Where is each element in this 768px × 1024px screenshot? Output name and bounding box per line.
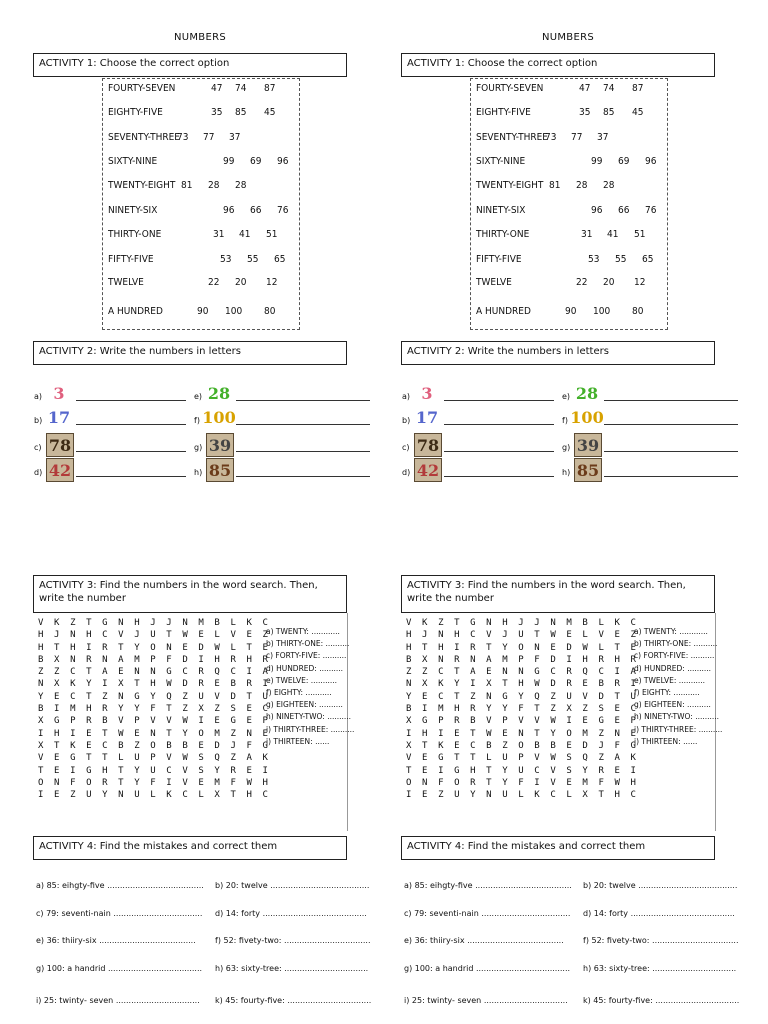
option-number[interactable]: 47 xyxy=(579,83,591,94)
word-search-row: V E G T T L U P V W S Q Z A K xyxy=(38,753,271,764)
worksheet-right xyxy=(368,0,752,1024)
option-number[interactable]: 12 xyxy=(266,277,278,288)
number-item xyxy=(402,382,578,404)
mistake-text: d) 14: forty xyxy=(215,909,261,918)
number-item xyxy=(402,433,578,455)
option-number[interactable]: 65 xyxy=(274,254,286,265)
option-number[interactable]: 96 xyxy=(591,205,603,216)
option-number[interactable]: 87 xyxy=(632,83,644,94)
word-list-item: a) TWENTY: ............ xyxy=(266,627,340,636)
option-number[interactable]: 90 xyxy=(565,306,577,317)
mistake-text: d) 14: forty xyxy=(583,909,629,918)
option-row xyxy=(476,229,666,243)
word-search-row: X G P R B V P V V W I E G E P xyxy=(406,716,639,727)
item-label: g) xyxy=(194,443,203,452)
activity2-heading: ACTIVITY 2: Write the numbers in letters xyxy=(33,341,347,365)
worksheet-title: NUMBERS xyxy=(173,32,226,43)
option-word: EIGHTY-FIVE xyxy=(108,107,163,118)
answer-line[interactable] xyxy=(76,451,186,452)
option-word: FIFTY-FIVE xyxy=(108,254,154,265)
option-number[interactable]: 77 xyxy=(571,132,583,143)
word-search-row: V K Z T G N H J J N M B L K C xyxy=(406,618,639,628)
mistake-item xyxy=(215,964,368,973)
number-picture: 42 xyxy=(414,458,442,482)
answer-line[interactable] xyxy=(236,476,370,477)
option-number[interactable]: 20 xyxy=(603,277,615,288)
option-word: NINETY-SIX xyxy=(108,205,158,216)
number-item xyxy=(34,382,210,404)
option-number[interactable]: 37 xyxy=(597,132,609,143)
option-number[interactable]: 69 xyxy=(250,156,262,167)
option-number[interactable]: 74 xyxy=(235,83,247,94)
word-search-row: O N F O R T Y F I V E M F W H xyxy=(406,777,639,788)
item-label: d) xyxy=(34,468,43,477)
option-row xyxy=(108,180,298,194)
option-number[interactable]: 99 xyxy=(223,156,235,167)
number-picture: 100 xyxy=(202,407,236,427)
option-number[interactable]: 81 xyxy=(549,180,561,191)
option-number[interactable]: 66 xyxy=(618,205,630,216)
option-word: TWELVE xyxy=(476,277,512,288)
answer-line[interactable] xyxy=(444,424,554,425)
option-number[interactable]: 76 xyxy=(645,205,657,216)
option-word: FOURTY-SEVEN xyxy=(476,83,544,94)
option-row xyxy=(108,132,298,146)
word-search-row: Y E C T Z N G Y Q Z U V D T U xyxy=(38,691,271,702)
word-search-row: Z Z C T A E N N G C R Q C I A xyxy=(406,667,639,678)
answer-dots[interactable]: ..................................... xyxy=(475,964,571,973)
item-label: g) xyxy=(562,443,571,452)
option-number[interactable]: 22 xyxy=(576,277,588,288)
item-label: b) xyxy=(402,416,411,425)
option-row xyxy=(476,156,666,170)
option-row xyxy=(108,277,298,291)
mistake-text: a) 85: eihgty-five xyxy=(36,881,105,890)
option-number[interactable]: 74 xyxy=(603,83,615,94)
option-number[interactable]: 41 xyxy=(607,229,619,240)
option-word: SEVENTY-THREE xyxy=(108,132,180,143)
mistake-text: g) 100: a handrid xyxy=(404,964,474,973)
activity3-heading xyxy=(33,575,347,613)
mistake-text: i) 25: twinty- seven xyxy=(404,996,482,1005)
word-list-item: j) THIRTEEN: ...... xyxy=(266,736,330,746)
number-picture: 17 xyxy=(47,407,71,427)
answer-line[interactable] xyxy=(444,476,554,477)
number-picture: 28 xyxy=(575,383,599,403)
word-search-grid[interactable] xyxy=(38,617,271,801)
answer-dots[interactable]: ................................. xyxy=(483,996,568,1005)
word-search-row: X T K E C B Z O B B E D J F G xyxy=(406,740,639,751)
option-row xyxy=(108,205,298,219)
number-picture: 78 xyxy=(414,433,442,457)
word-list xyxy=(634,626,722,748)
mistake-text: b) 20: twelve xyxy=(215,881,268,890)
option-word: A HUNDRED xyxy=(476,306,531,317)
option-number[interactable]: 96 xyxy=(645,156,657,167)
answer-line[interactable] xyxy=(236,451,370,452)
word-search-row: Y E C T Z N G Y Q Z U V D T U xyxy=(406,691,639,702)
word-search-row: B I M H R Y Y F T Z X Z S E C xyxy=(406,704,639,715)
word-list-item: c) FORTY-FIVE: .......... xyxy=(266,651,347,661)
activity3-heading-line2: write the number xyxy=(39,593,126,604)
item-label: c) xyxy=(34,443,42,452)
option-number[interactable]: 69 xyxy=(618,156,630,167)
number-item xyxy=(562,382,738,404)
option-row xyxy=(108,229,298,243)
option-word: THIRTY-ONE xyxy=(108,229,162,240)
mistake-item xyxy=(583,996,739,1005)
number-item xyxy=(34,406,210,428)
number-item xyxy=(194,382,370,404)
number-item xyxy=(402,406,578,428)
word-list-item: d) HUNDRED: .......... xyxy=(634,663,712,673)
mistake-item xyxy=(215,936,371,945)
mistake-text: k) 45: fourty-five: xyxy=(583,996,653,1005)
option-number[interactable]: 99 xyxy=(591,156,603,167)
mistake-text: e) 36: thiiry-six xyxy=(36,936,97,945)
answer-dots[interactable]: ..................................... xyxy=(107,964,203,973)
option-row xyxy=(108,306,298,320)
mistake-item xyxy=(36,936,196,945)
word-search-row: I E Z U Y N U L K C L X T H C xyxy=(406,790,639,801)
option-number[interactable]: 28 xyxy=(235,180,247,191)
word-search-row: X T K E C B Z O B B E D J F G xyxy=(38,740,271,751)
word-search-row: H J N H C V J U T W E L V E Z xyxy=(406,630,639,641)
option-word: SIXTY-NINE xyxy=(476,156,526,167)
option-number[interactable]: 47 xyxy=(211,83,223,94)
option-number[interactable]: 28 xyxy=(576,180,588,191)
word-list-item: d) HUNDRED: .......... xyxy=(266,663,344,673)
mistake-item xyxy=(404,909,570,918)
answer-dots[interactable]: ...................................... xyxy=(467,936,564,945)
option-number[interactable]: 22 xyxy=(208,277,220,288)
word-list-item: g) EIGHTEEN: .......... xyxy=(266,700,343,710)
answer-line[interactable] xyxy=(604,476,738,477)
answer-line[interactable] xyxy=(236,400,370,401)
answer-dots[interactable]: ................................. xyxy=(287,996,372,1005)
word-search-row: N X K Y I X T H W D R E B R I xyxy=(38,679,271,690)
number-item xyxy=(562,406,738,428)
word-list-item: b) THIRTY-ONE: .......... xyxy=(634,639,718,649)
word-search-row: H T H I R T Y O N E D W L T E xyxy=(406,642,639,653)
answer-dots[interactable]: ................................... xyxy=(481,909,571,918)
answer-dots[interactable]: ................................. xyxy=(284,964,369,973)
word-search-row: T E I G H T Y U C V S Y R E I xyxy=(38,765,271,776)
word-search-row: O N F O R T Y F I V E M F W H xyxy=(38,777,271,788)
number-picture: 3 xyxy=(53,383,65,403)
answer-dots[interactable]: ....................................... xyxy=(638,881,738,890)
option-number[interactable]: 73 xyxy=(545,132,557,143)
answer-line[interactable] xyxy=(604,400,738,401)
mistake-text: c) 79: seventi-nain xyxy=(36,909,111,918)
option-row xyxy=(476,254,666,268)
answer-line[interactable] xyxy=(444,451,554,452)
activity3-heading-line1: ACTIVITY 3: Find the numbers in the word search. Then, xyxy=(407,580,686,591)
option-number[interactable]: 12 xyxy=(634,277,646,288)
option-number[interactable]: 77 xyxy=(203,132,215,143)
activity1-heading: ACTIVITY 1: Choose the correct option xyxy=(401,53,715,77)
answer-dots[interactable]: ...................................... xyxy=(107,881,204,890)
option-number[interactable]: 28 xyxy=(208,180,220,191)
word-list-item: h) NINETY-TWO: .......... xyxy=(266,712,352,722)
answer-dots[interactable]: ................................... xyxy=(113,909,203,918)
option-number[interactable]: 51 xyxy=(266,229,278,240)
mistake-item xyxy=(583,936,739,945)
option-word: A HUNDRED xyxy=(108,306,163,317)
option-row xyxy=(108,254,298,268)
answer-dots[interactable]: ................................. xyxy=(115,996,200,1005)
mistake-item xyxy=(404,996,568,1005)
mistake-item xyxy=(583,964,736,973)
worksheet-title: NUMBERS xyxy=(541,32,594,43)
option-row xyxy=(476,180,666,194)
option-number[interactable]: 35 xyxy=(211,107,223,118)
word-search-row: B X N R N A M P F D I H R H R xyxy=(406,654,639,665)
item-label: e) xyxy=(562,392,571,401)
option-number[interactable]: 87 xyxy=(264,83,276,94)
word-list-item: f) EIGHTY: ........... xyxy=(634,688,700,698)
activity3-heading xyxy=(401,575,715,613)
mistake-item xyxy=(583,909,735,918)
option-number[interactable]: 53 xyxy=(588,254,600,265)
answer-line[interactable] xyxy=(76,400,186,401)
word-list xyxy=(266,626,354,748)
mistake-text: f) 52: fivety-two: xyxy=(583,936,650,945)
word-list-item: h) NINETY-TWO: .......... xyxy=(634,712,720,722)
option-number[interactable]: 96 xyxy=(277,156,289,167)
number-picture: 42 xyxy=(46,458,74,482)
item-label: a) xyxy=(402,392,411,401)
option-row xyxy=(108,83,298,97)
number-picture: 85 xyxy=(574,458,602,482)
item-label: h) xyxy=(562,468,571,477)
option-number[interactable]: 45 xyxy=(264,107,276,118)
mistake-text: b) 20: twelve xyxy=(583,881,636,890)
mistake-text: h) 63: sixty-tree: xyxy=(215,964,282,973)
answer-dots[interactable]: ...................................... xyxy=(99,936,196,945)
word-search-row: N X K Y I X T H W D R E B R I xyxy=(406,679,639,690)
mistake-item xyxy=(36,881,204,890)
option-number[interactable]: 85 xyxy=(603,107,615,118)
item-label: c) xyxy=(402,443,410,452)
word-list-item: c) FORTY-FIVE: .......... xyxy=(634,651,715,661)
item-label: a) xyxy=(34,392,43,401)
item-label: f) xyxy=(562,416,568,425)
activity1-heading: ACTIVITY 1: Choose the correct option xyxy=(33,53,347,77)
number-item xyxy=(194,433,370,455)
option-number[interactable]: 100 xyxy=(593,306,611,317)
mistake-text: c) 79: seventi-nain xyxy=(404,909,479,918)
option-row xyxy=(108,107,298,121)
item-label: d) xyxy=(402,468,411,477)
option-row xyxy=(476,83,666,97)
answer-dots[interactable]: ...................................... xyxy=(475,881,572,890)
word-list-item: e) TWELVE: ........... xyxy=(634,675,706,685)
number-item xyxy=(194,458,370,480)
option-row xyxy=(476,107,666,121)
answer-dots[interactable]: ......................................... xyxy=(262,909,367,918)
option-number[interactable]: 81 xyxy=(181,180,193,191)
option-number[interactable]: 65 xyxy=(642,254,654,265)
mistake-text: h) 63: sixty-tree: xyxy=(583,964,650,973)
option-number[interactable]: 31 xyxy=(213,229,225,240)
word-list-item: a) TWENTY: ............ xyxy=(634,627,708,636)
word-search-row: H J N H C V J U T W E L V E Z xyxy=(38,630,271,641)
word-search-row: B X N R N A M P F D I H R H R xyxy=(38,654,271,665)
mistake-item xyxy=(404,964,570,973)
word-list-item: j) THIRTEEN: ...... xyxy=(634,736,698,746)
item-label: e) xyxy=(194,392,203,401)
word-list-item: i) THIRTY-THREE: .......... xyxy=(266,724,355,734)
mistake-item xyxy=(215,909,367,918)
word-search-row: B I M H R Y Y F T Z X Z S E C xyxy=(38,704,271,715)
option-number[interactable]: 96 xyxy=(223,205,235,216)
word-search-row: Z Z C T A E N N G C R Q C I A xyxy=(38,667,271,678)
number-item xyxy=(34,433,210,455)
answer-dots[interactable]: .................................. xyxy=(284,936,371,945)
option-number[interactable]: 73 xyxy=(177,132,189,143)
number-item xyxy=(402,458,578,480)
mistake-item xyxy=(36,909,202,918)
option-row xyxy=(108,156,298,170)
option-word: EIGHTY-FIVE xyxy=(476,107,531,118)
item-label: f) xyxy=(194,416,200,425)
number-picture: 17 xyxy=(415,407,439,427)
mistake-text: e) 36: thiiry-six xyxy=(404,936,465,945)
option-number[interactable]: 20 xyxy=(235,277,247,288)
option-word: SIXTY-NINE xyxy=(108,156,158,167)
option-word: SEVENTY-THREE xyxy=(476,132,548,143)
option-word: FIFTY-FIVE xyxy=(476,254,522,265)
mistake-item xyxy=(215,881,369,890)
mistake-item xyxy=(36,996,200,1005)
option-word: TWENTY-EIGHT xyxy=(476,180,544,191)
option-number[interactable]: 35 xyxy=(579,107,591,118)
number-item xyxy=(194,406,370,428)
option-number[interactable]: 80 xyxy=(264,306,276,317)
option-number[interactable]: 85 xyxy=(235,107,247,118)
word-search-row: V K Z T G N H J J N M B L K C xyxy=(38,618,271,628)
option-number[interactable]: 90 xyxy=(197,306,209,317)
mistake-text: i) 25: twinty- seven xyxy=(36,996,114,1005)
option-number[interactable]: 41 xyxy=(239,229,251,240)
word-list-item: f) EIGHTY: ........... xyxy=(266,688,332,698)
option-row xyxy=(476,205,666,219)
number-item xyxy=(562,458,738,480)
word-list-item: i) THIRTY-THREE: .......... xyxy=(634,724,723,734)
word-list-item: g) EIGHTEEN: .......... xyxy=(634,700,711,710)
answer-line[interactable] xyxy=(604,451,738,452)
word-search-row: T E I G H T Y U C V S Y R E I xyxy=(406,765,639,776)
activity3-heading-line1: ACTIVITY 3: Find the numbers in the word search. Then, xyxy=(39,580,318,591)
mistake-text: k) 45: fourty-five: xyxy=(215,996,285,1005)
word-search-grid[interactable] xyxy=(406,617,639,801)
word-search-row: V E G T T L U P V W S Q Z A K xyxy=(406,753,639,764)
answer-dots[interactable]: ................................. xyxy=(652,964,737,973)
mistake-item xyxy=(36,964,202,973)
activity2-heading: ACTIVITY 2: Write the numbers in letters xyxy=(401,341,715,365)
option-number[interactable]: 45 xyxy=(632,107,644,118)
activity4-heading: ACTIVITY 4: Find the mistakes and correct them xyxy=(401,836,715,860)
number-picture: 78 xyxy=(46,433,74,457)
option-number[interactable]: 66 xyxy=(250,205,262,216)
option-number[interactable]: 51 xyxy=(634,229,646,240)
mistake-item xyxy=(583,881,737,890)
answer-dots[interactable]: .................................. xyxy=(652,936,739,945)
mistake-item xyxy=(404,936,564,945)
number-picture: 28 xyxy=(207,383,231,403)
activity3-heading-line2: write the number xyxy=(407,593,494,604)
number-picture: 3 xyxy=(421,383,433,403)
option-row xyxy=(476,132,666,146)
option-row xyxy=(476,306,666,320)
option-number[interactable]: 55 xyxy=(247,254,259,265)
answer-line[interactable] xyxy=(444,400,554,401)
option-word: TWENTY-EIGHT xyxy=(108,180,176,191)
word-list-item: e) TWELVE: ........... xyxy=(266,675,338,685)
answer-line[interactable] xyxy=(236,424,370,425)
number-picture: 100 xyxy=(570,407,604,427)
number-item xyxy=(34,458,210,480)
mistake-item xyxy=(404,881,572,890)
answer-dots[interactable]: ......................................... xyxy=(630,909,735,918)
mistake-text: f) 52: fivety-two: xyxy=(215,936,282,945)
activity1-options xyxy=(102,78,300,330)
item-label: b) xyxy=(34,416,43,425)
option-number[interactable]: 76 xyxy=(277,205,289,216)
mistake-item xyxy=(215,996,371,1005)
option-number[interactable]: 53 xyxy=(220,254,232,265)
activity4-heading: ACTIVITY 4: Find the mistakes and correct them xyxy=(33,836,347,860)
answer-line[interactable] xyxy=(76,424,186,425)
option-word: THIRTY-ONE xyxy=(476,229,530,240)
mistake-text: g) 100: a handrid xyxy=(36,964,106,973)
option-number[interactable]: 100 xyxy=(225,306,243,317)
activity1-options xyxy=(470,78,668,330)
word-search-row: H T H I R T Y O N E D W L T E xyxy=(38,642,271,653)
option-number[interactable]: 55 xyxy=(615,254,627,265)
number-picture: 39 xyxy=(206,433,234,457)
word-search-row: I H I E T W E N T Y O M Z N E xyxy=(38,728,271,739)
answer-dots[interactable]: ................................. xyxy=(655,996,740,1005)
answer-line[interactable] xyxy=(604,424,738,425)
word-list-item: b) THIRTY-ONE: .......... xyxy=(266,639,350,649)
option-number[interactable]: 31 xyxy=(581,229,593,240)
option-row xyxy=(476,277,666,291)
mistake-text: a) 85: eihgty-five xyxy=(404,881,473,890)
option-number[interactable]: 28 xyxy=(603,180,615,191)
option-number[interactable]: 80 xyxy=(632,306,644,317)
answer-dots[interactable]: ....................................... xyxy=(270,881,370,890)
option-word: NINETY-SIX xyxy=(476,205,526,216)
item-label: h) xyxy=(194,468,203,477)
option-word: TWELVE xyxy=(108,277,144,288)
word-search-row: I E Z U Y N U L K C L X T H C xyxy=(38,790,271,801)
number-picture: 85 xyxy=(206,458,234,482)
option-word: FOURTY-SEVEN xyxy=(108,83,176,94)
option-number[interactable]: 37 xyxy=(229,132,241,143)
answer-line[interactable] xyxy=(76,476,186,477)
number-picture: 39 xyxy=(574,433,602,457)
word-search-row: X G P R B V P V V W I E G E P xyxy=(38,716,271,727)
number-item xyxy=(562,433,738,455)
word-search-row: I H I E T W E N T Y O M Z N E xyxy=(406,728,639,739)
